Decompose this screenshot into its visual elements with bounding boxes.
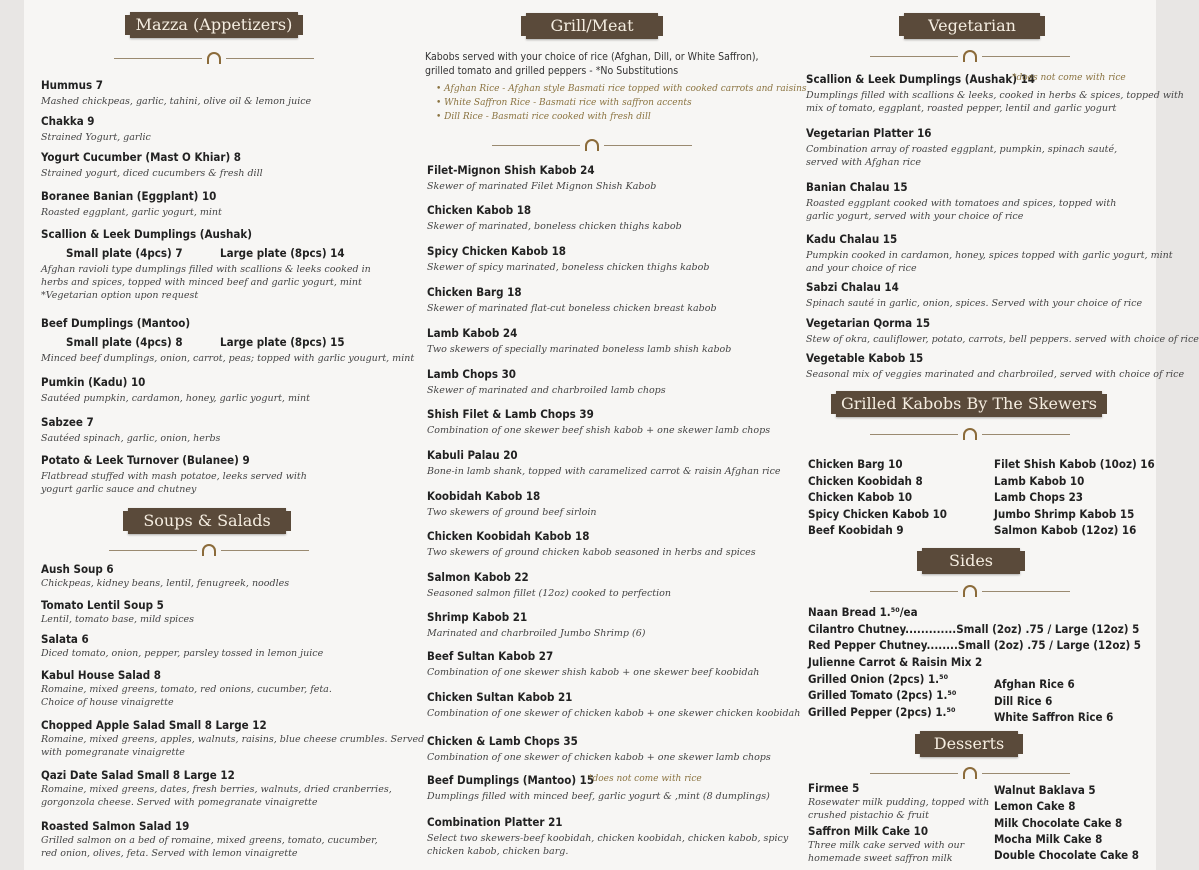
ornament-divider [114,52,314,66]
menu-item-name: Filet-Mignon Shish Kabob 24 [427,163,595,177]
ornament-divider [870,50,1070,64]
side-item: Julienne Carrot & Raisin Mix 2 [808,655,983,669]
menu-item-description: Marinated and charbroiled Jumbo Shrimp (6) [427,628,646,639]
menu-item-description: Pumpkin cooked in cardamon, honey, spices topped with garlic yogurt, mint [806,250,1173,261]
menu-item-name: Spicy Chicken Kabob 18 [427,244,566,258]
vegetarian-banner: Vegetarian [904,13,1040,39]
menu-item-description: chicken kabob, chicken barg. [427,846,569,857]
menu-item-description: Grilled salmon on a bed of romaine, mixed greens, tomato, cucumber, [41,835,378,846]
side-item: White Saffron Rice 6 [994,710,1114,724]
dessert-item-description: Three milk cake served with our [808,840,965,851]
menu-item-name: Vegetarian Qorma 15 [806,316,931,330]
menu-item-name: Tomato Lentil Soup 5 [41,598,164,612]
menu-item-description: gorgonzola cheese. Served with pomegranate vinaigrette [41,797,318,808]
menu-item-description: garlic yogurt, served with your choice of rice [806,211,1024,222]
soups-banner: Soups & Salads [128,508,286,534]
menu-item-name: Chopped Apple Salad Small 8 Large 12 [41,718,267,732]
side-item: Naan Bread 1.⁵⁰/ea [808,605,918,619]
menu-item-name: Pumkin (Kadu) 10 [41,375,146,389]
menu-item-description: Two skewers of specially marinated boneless lamb shish kabob [427,344,732,355]
side-item: Afghan Rice 6 [994,677,1075,691]
menu-item-size-large: Large plate (8pcs) 14 [220,246,345,260]
ornament-divider [870,428,1070,442]
menu-item-name: Sabzi Chalau 14 [806,280,899,294]
menu-item-description: Skewer of marinated and charbroiled lamb chops [427,385,666,396]
menu-item-size-small: Small plate (4pcs) 8 [66,335,183,349]
menu-item-name: Salmon Kabob 22 [427,570,529,584]
skewer-item: Filet Shish Kabob (10oz) 16 [994,457,1155,471]
dessert-item: Double Chocolate Cake 8 [994,848,1139,863]
menu-item-description: served with Afghan rice [806,157,921,168]
menu-item-description: herbs and spices, topped with minced beef and garlic yogurt, mint [41,277,362,288]
menu-item-description: Spinach sauté in garlic, onion, spices. Served with your choice of rice [806,298,1143,309]
menu-item-size-large: Large plate (8pcs) 15 [220,335,345,349]
desserts-banner: Desserts [920,731,1018,757]
menu-item-description: Combination array of roasted eggplant, pumpkin, spinach sauté, [806,144,1118,155]
menu-item-description: Skewer of marinated, boneless chicken thighs kabob [427,221,682,232]
menu-item-description: Seasoned salmon fillet (12oz) cooked to perfection [427,588,671,599]
menu-item-description: Flatbread stuffed with mash potatoe, leeks served with [41,471,307,482]
menu-item-description: Strained yogurt, diced cucumbers & fresh dill [41,168,263,179]
menu-item-description: Combination of one skewer of chicken kabob + one skewer chicken koobidah [427,708,801,719]
dessert-item: Walnut Baklava 5 [994,783,1096,797]
side-item: Grilled Pepper (2pcs) 1.⁵⁰ [808,705,956,719]
skewer-item: Lamb Chops 23 [994,490,1083,504]
ornament-divider [492,139,692,153]
menu-item-description: Combination of one skewer beef shish kabob + one skewer lamb chops [427,425,771,436]
ornament-divider [870,585,1070,599]
menu-item-description: Combination of one skewer shish kabob + one skewer beef koobidah [427,667,760,678]
menu-item-name: Qazi Date Salad Small 8 Large 12 [41,768,235,782]
ornament-divider [870,767,1070,781]
menu-item-name: Salata 6 [41,632,89,646]
menu-item-name: Chicken Sultan Kabob 21 [427,690,573,704]
side-item: Red Pepper Chutney........Small (2oz) .75 / Large (12oz) 5 [808,638,1141,652]
skewer-item: Chicken Kabob 10 [808,490,913,504]
menu-item-description: Stew of okra, cauliflower, potato, carrots, bell peppers. served with choice of rice [806,334,1199,345]
skewer-item: Lamb Kabob 10 [994,473,1085,488]
menu-item-name: Shrimp Kabob 21 [427,610,528,624]
menu-item-description: *Vegetarian option upon request [41,290,199,301]
rice-option-afghan: • Afghan Rice - Afghan style Basmati rice topped with cooked carrots and raisins [436,84,807,94]
menu-item-name: Shish Filet & Lamb Chops 39 [427,407,594,421]
side-item: Cilantro Chutney.............Small (2oz) .75 / Large (12oz) 5 [808,622,1140,636]
menu-item-description: Diced tomato, onion, pepper, parsley tossed in lemon juice [41,648,324,659]
menu-item-name: Yogurt Cucumber (Mast O Khiar) 8 [41,150,241,164]
dessert-item-description: homemade sweet saffron milk [808,853,953,864]
menu-item-description: yogurt garlic sauce and chutney [41,484,197,495]
menu-item-description: Chickpeas, kidney beans, lentil, fenugreek, noodles [41,578,290,589]
dessert-item: Milk Chocolate Cake 8 [994,815,1123,830]
menu-item-description: mix of tomato, eggplant, roasted pepper, lentil and garlic yogurt [806,103,1117,114]
menu-item-description: Choice of house vinaigrette [41,697,174,708]
side-item: Dill Rice 6 [994,693,1053,708]
menu-item-description: Dumplings filled with minced beef, garlic yogurt & ,mint (8 dumplings) [427,791,770,802]
rice-option-saffron: • White Saffron Rice - Basmati rice with saffron accents [436,98,692,108]
menu-item-name: Potato & Leek Turnover (Bulanee) 9 [41,453,250,467]
menu-item-name: Boranee Banian (Eggplant) 10 [41,189,217,203]
dessert-item: Lemon Cake 8 [994,799,1076,814]
grill-banner: Grill/Meat [526,13,658,39]
menu-item-name: Aush Soup 6 [41,562,114,576]
dessert-item-name: Firmee 5 [808,781,860,795]
menu-item-description: Sautéed spinach, garlic, onion, herbs [41,433,221,444]
menu-item-description: Roasted eggplant, garlic yogurt, mint [41,207,222,218]
dessert-item: Mocha Milk Cake 8 [994,831,1103,846]
menu-item-description: red onion, olives, feta. Served with lemon vinaigrette [41,848,298,859]
menu-item-name: Vegetable Kabob 15 [806,351,924,365]
side-item: Grilled Tomato (2pcs) 1.⁵⁰ [808,688,957,702]
skewer-item: Beef Koobidah 9 [808,523,904,537]
menu-item-description: Sautéed pumpkin, cardamon, honey, garlic yogurt, mint [41,393,310,404]
menu-item-description: Skewer of spicy marinated, boneless chicken thighs kabob [427,262,710,273]
menu-item-name: Koobidah Kabob 18 [427,489,541,503]
menu-item-description: Select two skewers-beef koobidah, chicken koobidah, chicken kabob, spicy [427,833,789,844]
menu-item-description: Mashed chickpeas, garlic, tahini, olive oil & lemon juice [41,96,312,107]
skewer-item: Chicken Barg 10 [808,457,903,471]
menu-item-name: Banian Chalau 15 [806,180,908,194]
grill-intro-line-1: Kabobs served with your choice of rice (Afghan, Dill, or White Saffron), [425,51,759,63]
menu-item-name: Kadu Chalau 15 [806,232,898,246]
menu-item-name: Kabul House Salad 8 [41,668,161,682]
mazza-banner: Mazza (Appetizers) [130,12,298,38]
menu-item-name: Beef Dumplings (Mantoo) [41,316,191,330]
menu-item-name: Scallion & Leek Dumplings (Aushak) [41,227,252,241]
menu-item-description: and your choice of rice [806,263,917,274]
menu-item-description: Bone-in lamb shank, topped with caramelized carrot & raisin Afghan rice [427,466,781,477]
menu-item-name: Sabzee 7 [41,415,94,429]
menu-item-name: Hummus 7 [41,78,103,92]
menu-item-name: Chicken Kabob 18 [427,203,532,217]
menu-item-name: Combination Platter 21 [427,815,563,829]
side-item: Grilled Onion (2pcs) 1.⁵⁰ [808,672,949,686]
ornament-divider [109,544,309,558]
menu-item-note: *does not come with rice [1012,73,1126,83]
menu-item-description: Roasted eggplant cooked with tomatoes and spices, topped with [806,198,1117,209]
menu-item-name: Chakka 9 [41,114,95,128]
menu-item-description: Combination of one skewer of chicken kabob + one skewer lamb chops [427,752,771,763]
menu-item-name: Beef Dumplings (Mantoo) 15 [427,773,595,787]
dessert-item-name: Saffron Milk Cake 10 [808,824,929,838]
skewer-item: Chicken Koobidah 8 [808,473,923,488]
menu-item-description: Minced beef dumplings, onion, carrot, peas; topped with garlic yougurt, mint [41,353,415,364]
menu-item-name: Chicken Barg 18 [427,285,522,299]
menu-item-description: Romaine, mixed greens, dates, fresh berries, walnuts, dried cranberries, [41,784,392,795]
skewer-item: Jumbo Shrimp Kabob 15 [994,506,1135,521]
menu-item-description: Romaine, mixed greens, tomato, red onions, cucumber, feta. [41,684,332,695]
menu-item-name: Chicken & Lamb Chops 35 [427,734,578,748]
rice-option-dill: • Dill Rice - Basmati rice cooked with fresh dill [436,112,651,122]
skewers-banner: Grilled Kabobs By The Skewers [836,391,1102,417]
dessert-item-description: crushed pistachio & fruit [808,810,929,821]
grill-intro-line-2: grilled tomato and grilled peppers - *No Substitutions [425,65,679,77]
menu-item-description: Skewer of marinated Filet Mignon Shish Kabob [427,181,657,192]
menu-item-description: Two skewers of ground chicken kabob seasoned in herbs and spices [427,547,756,558]
menu-item-description: with pomegranate vinaigrette [41,747,185,758]
menu-page [24,0,1199,870]
skewer-item: Salmon Kabob (12oz) 16 [994,523,1137,537]
menu-item-name: Kabuli Palau 20 [427,448,518,462]
menu-item-name: Roasted Salmon Salad 19 [41,819,190,833]
menu-item-description: Lentil, tomato base, mild spices [41,614,195,625]
sides-banner: Sides [922,548,1020,574]
menu-item-name: Vegetarian Platter 16 [806,126,932,140]
menu-item-size-small: Small plate (4pcs) 7 [66,246,183,260]
menu-item-note: *does not come with rice [588,774,702,784]
dessert-item-description: Rosewater milk pudding, topped with [808,797,990,808]
menu-item-name: Lamb Kabob 24 [427,326,518,340]
menu-item-description: Skewer of marinated flat-cut boneless chicken breast kabob [427,303,717,314]
menu-item-name: Chicken Koobidah Kabob 18 [427,529,590,543]
menu-item-name: Lamb Chops 30 [427,367,516,381]
menu-item-description: Dumplings filled with scallions & leeks, cooked in herbs & spices, topped with [806,90,1184,101]
menu-item-description: Two skewers of ground beef sirloin [427,507,597,518]
menu-item-name: Beef Sultan Kabob 27 [427,649,554,663]
menu-item-description: Afghan ravioli type dumplings filled with scallions & leeks cooked in [41,264,371,275]
menu-item-description: Strained Yogurt, garlic [41,132,151,143]
menu-item-description: Seasonal mix of veggies marinated and charbroiled, served with choice of rice [806,369,1185,380]
skewer-item: Spicy Chicken Kabob 10 [808,506,947,521]
menu-item-name: Scallion & Leek Dumplings (Aushak) 14 [806,72,1035,86]
menu-item-description: Romaine, mixed greens, apples, walnuts, raisins, blue cheese crumbles. Served [41,734,425,745]
